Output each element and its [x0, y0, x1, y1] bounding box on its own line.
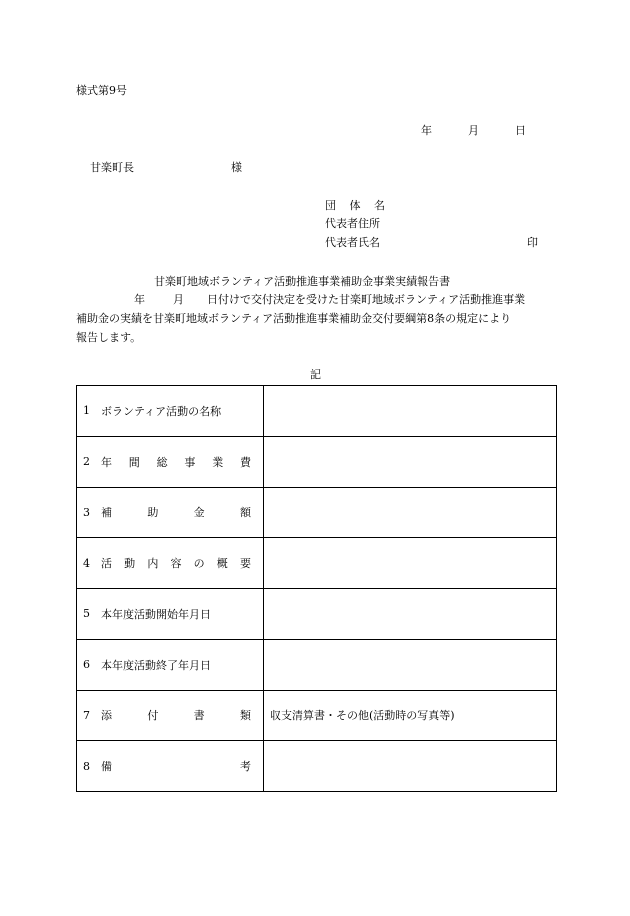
rep-name-label: 代表者氏名: [325, 236, 380, 249]
end-date-field[interactable]: [264, 639, 557, 690]
table-row: [77, 538, 557, 589]
date-day: 日: [515, 124, 526, 137]
remarks-field[interactable]: [264, 741, 557, 792]
start-date-field[interactable]: [264, 589, 557, 640]
table-row: [77, 436, 557, 487]
row-label: 4 活 動 内 容 の 概 要: [77, 538, 264, 589]
row-label: 7 添 付 書 類: [77, 690, 264, 741]
row-label: 2 年 間 総 事 業 費: [77, 436, 264, 487]
date-month: 月: [468, 124, 479, 137]
body-line2: 補助金の実績を甘楽町地域ボランティア活動推進事業補助金交付要綱第8条の規定により: [76, 312, 512, 325]
seal-mark: 印: [527, 236, 538, 249]
body-month: 月: [173, 293, 184, 306]
report-table: [76, 385, 557, 792]
table-row: [77, 386, 557, 437]
addressee-honorific: 様: [231, 161, 242, 174]
ki-heading: 記: [310, 368, 321, 381]
form-number: 様式第9号: [76, 84, 127, 97]
date-year: 年: [421, 124, 432, 137]
addressee-name: 甘楽町長: [90, 161, 134, 174]
total-cost-field[interactable]: [264, 436, 557, 487]
body-line3: 報告します。: [76, 331, 142, 344]
row-label: 8 備 考: [77, 741, 264, 792]
table-row: [77, 741, 557, 792]
activity-name-field[interactable]: [264, 386, 557, 437]
table-row: [77, 487, 557, 538]
document-title: 甘楽町地域ボランティア活動推進事業補助金事業実績報告書: [154, 275, 451, 288]
body-line1: 日付けで交付決定を受けた甘楽町地域ボランティア活動推進事業: [207, 293, 526, 306]
row-label: 3 補 助 金 額: [77, 487, 264, 538]
table-row: [77, 589, 557, 640]
rep-address-label: 代表者住所: [325, 217, 380, 230]
attachments-field[interactable]: 収支清算書・その他(活動時の写真等): [264, 690, 557, 741]
table-row: [77, 690, 557, 741]
row-label: 1 ボランティア活動の名称: [77, 386, 264, 437]
body-year: 年: [134, 293, 145, 306]
subsidy-amount-field[interactable]: [264, 487, 557, 538]
row-label: 6 本年度活動終了年月日: [77, 639, 264, 690]
activity-summary-field[interactable]: [264, 538, 557, 589]
org-name-label: 団 体 名: [325, 199, 385, 212]
row-label: 5 本年度活動開始年月日: [77, 589, 264, 640]
table-row: [77, 639, 557, 690]
